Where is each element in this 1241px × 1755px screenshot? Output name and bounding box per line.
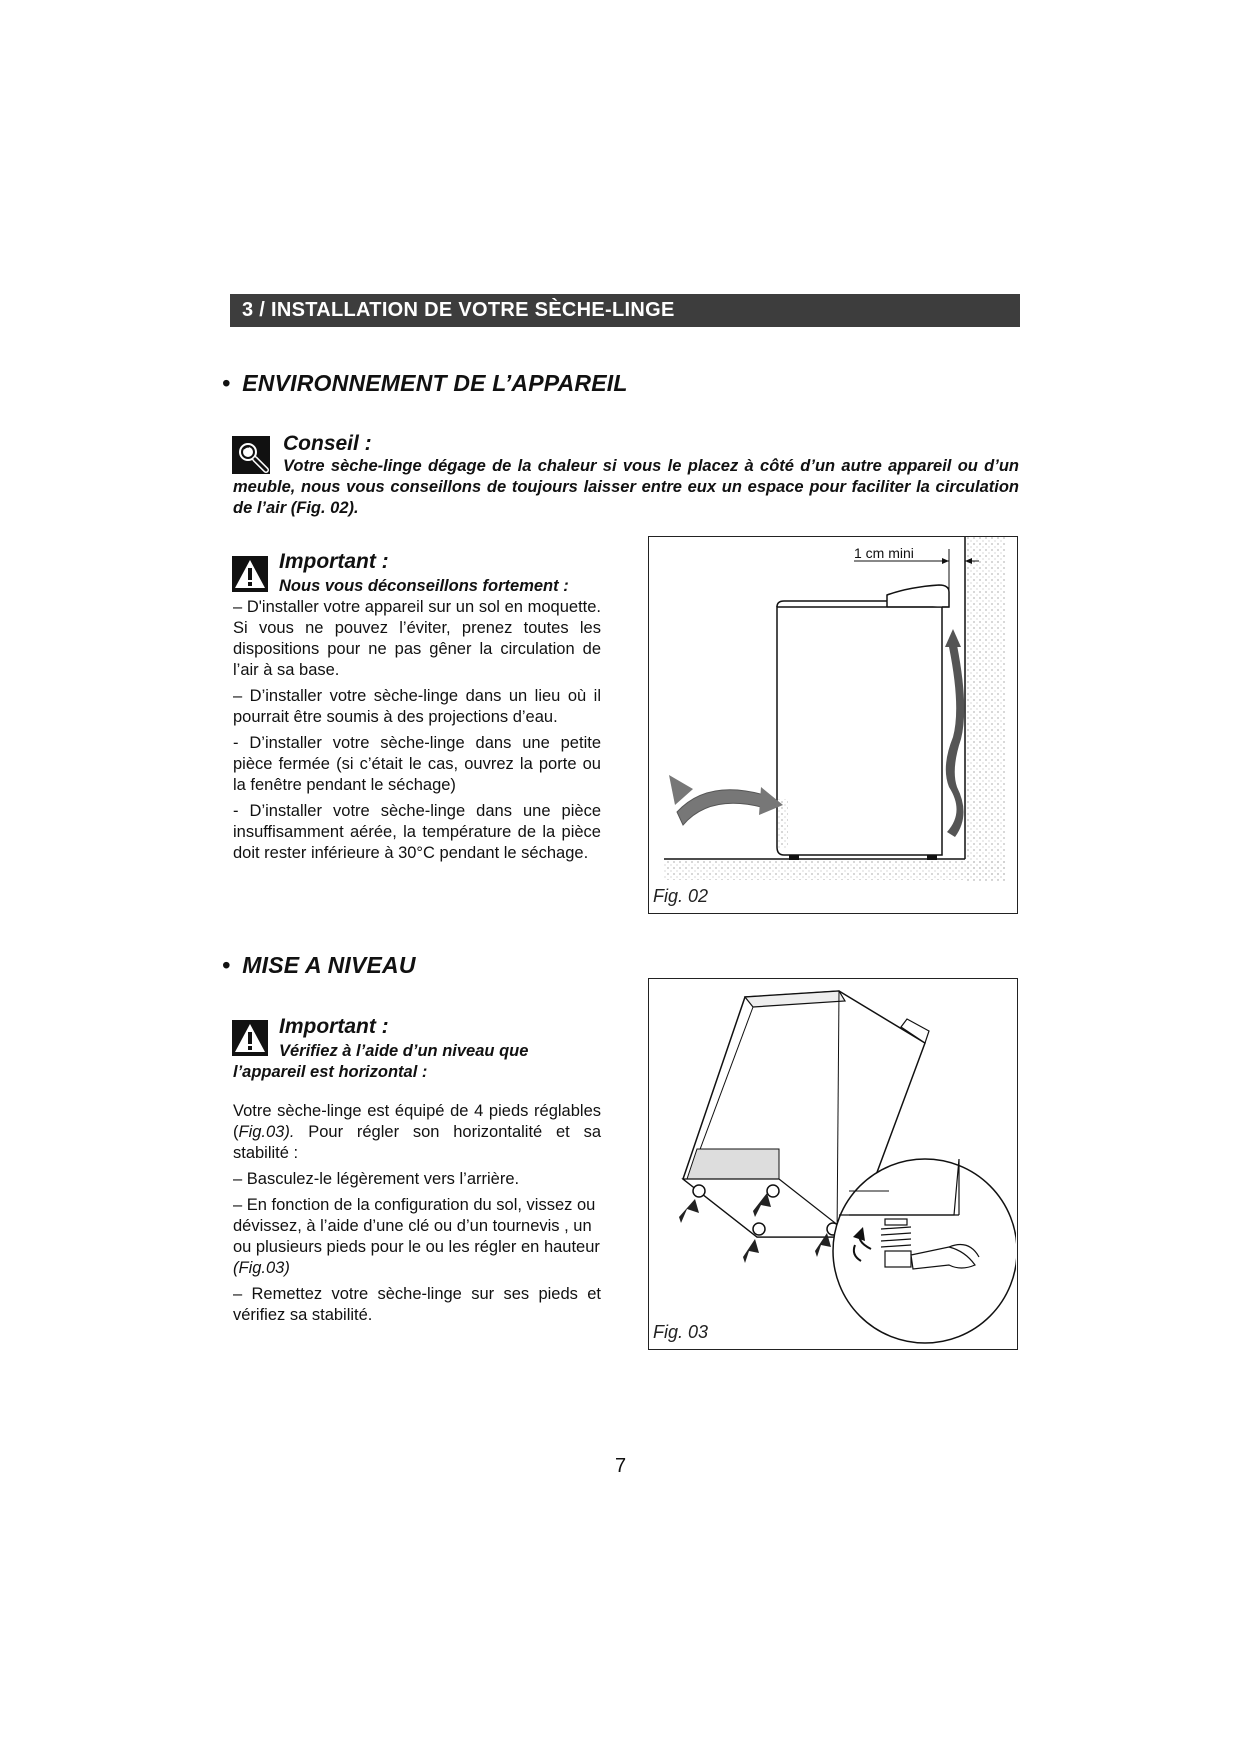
dryer-leveling-illustration bbox=[649, 979, 1016, 1348]
leveling-instructions bbox=[233, 1101, 601, 1331]
conseil-title: Conseil : bbox=[283, 432, 372, 455]
section-title-mise-a-niveau: • MISE A NIVEAU bbox=[222, 952, 416, 978]
important-lead-1: Nous vous déconseillons fortement : bbox=[279, 577, 569, 595]
list-item: – D’installer votre sèche-linge dans un lieu où il pourrait être soumis à des projections d’eau. bbox=[233, 687, 601, 726]
bullet: • bbox=[222, 952, 231, 978]
section-header-title: 3 / INSTALLATION DE VOTRE SÈCHE-LINGE bbox=[242, 299, 675, 321]
figure-label: Fig. 02 bbox=[653, 886, 709, 906]
list-item: – Remettez votre sèche-linge sur ses pieds et vérifiez sa stabilité. bbox=[233, 1285, 601, 1324]
important-title-2: Important : bbox=[279, 1015, 389, 1038]
list-item: - D’installer votre sèche-linge dans une petite pièce fermée (si c’était le cas, ouvrez la porte ou la fenêtre pendant le séchage) bbox=[233, 734, 601, 794]
figure-ref: Fig.03). bbox=[238, 1123, 295, 1141]
figure-03 bbox=[648, 978, 1018, 1350]
figure-ref: (Fig.03) bbox=[233, 1259, 290, 1277]
section-title-environnement: • ENVIRONNEMENT DE L’APPAREIL bbox=[222, 370, 628, 396]
list-item: - D’installer votre sèche-linge dans une pièce insuffisamment aérée, la température de la pièce doit rester inférieure à 30°C pendant le séchage. bbox=[233, 802, 601, 862]
section-header-bar bbox=[230, 294, 1020, 327]
list-item: – En fonction de la configuration du sol, vissez ou dévissez, à l’aide d’une clé ou d’un tournevis , un ou plusieurs pieds pour le ou les régler en hauteur (Fig.03) bbox=[233, 1196, 600, 1277]
warning-icon bbox=[232, 556, 268, 592]
important-list-1 bbox=[233, 597, 601, 869]
figure-label: Fig. 03 bbox=[653, 1322, 709, 1342]
important-lead-2: Vérifiez à l’aide d’un niveau que l’appareil est horizontal : bbox=[233, 1042, 529, 1081]
clearance-label: 1 cm mini bbox=[854, 545, 914, 561]
list-item: – Basculez-le légèrement vers l’arrière. bbox=[233, 1170, 520, 1188]
figure-02 bbox=[648, 536, 1018, 914]
conseil-text: Votre sèche-linge dégage de la chaleur si vous le placez à côté d’un autre appareil ou d’un meuble, nous vous conseillons de toujours laisser entre eux un espace pour faciliter la circulation de l’air (Fig. 02). bbox=[233, 457, 1019, 517]
intro-paragraph: Votre sèche-linge est équipé de 4 pieds réglables (Fig.03). Pour régler son horizontalité et sa stabilité : bbox=[233, 1102, 601, 1162]
important-title-1: Important : bbox=[279, 550, 389, 573]
dryer-clearance-illustration bbox=[649, 537, 1016, 912]
page-number: 7 bbox=[614, 1455, 627, 1477]
bullet: • bbox=[222, 370, 231, 396]
list-item: – D'installer votre appareil sur un sol en moquette. Si vous ne pouvez l’éviter, prenez toutes les dispositions pour ne pas gêner la circulation de l’air à sa base. bbox=[233, 598, 601, 679]
